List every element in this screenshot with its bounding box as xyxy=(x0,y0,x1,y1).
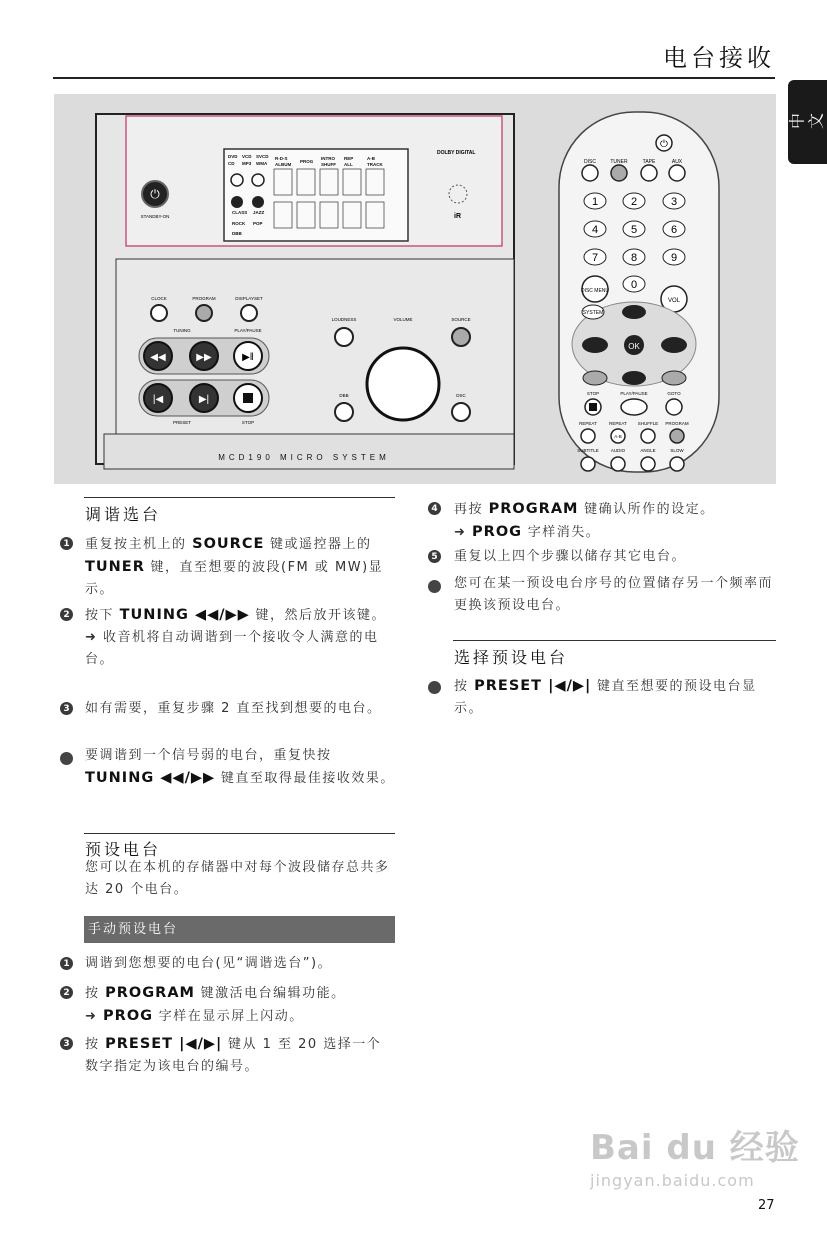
step-text: 再按 PROGRAM 键确认所作的设定。 ➜ PROG 字样消失。 xyxy=(454,501,715,540)
svg-text:REP: REP xyxy=(344,156,354,161)
product-illustration xyxy=(54,94,776,484)
svg-text:⏻: ⏻ xyxy=(150,187,160,201)
svg-text:ALBUM: ALBUM xyxy=(275,162,292,167)
svg-text:▶|: ▶| xyxy=(198,394,210,405)
page-number: 27 xyxy=(758,1198,775,1213)
page-header-title: 电台接收 xyxy=(663,44,775,72)
remote-aux-button[interactable] xyxy=(669,165,685,181)
remote-playpause-button[interactable] xyxy=(621,399,647,415)
source-button[interactable] xyxy=(452,328,470,346)
step-text: 要调谐到一个信号弱的电台，重复快按 TUNING ◀◀/▶▶ 键直至取得最佳接收效果。 xyxy=(85,748,395,786)
bullet-dot xyxy=(60,752,73,765)
volume-label: VOLUME xyxy=(393,317,413,322)
svg-text:PROG: PROG xyxy=(300,159,314,164)
svg-text:▶‖: ▶‖ xyxy=(242,352,254,363)
svg-text:A-B: A-B xyxy=(367,156,375,161)
remote-goto-button[interactable] xyxy=(666,399,682,415)
digit-1: 1 xyxy=(591,196,599,208)
bullet-dot xyxy=(428,580,441,593)
clock-button[interactable] xyxy=(151,305,167,321)
watermark-logo-text: Bai du 经验 xyxy=(590,1128,800,1168)
svg-text:MP3: MP3 xyxy=(242,161,252,166)
tuning-next-button[interactable] xyxy=(190,342,218,370)
tuning-prev-button[interactable] xyxy=(144,342,172,370)
watermark-url: jingyan.baidu.com xyxy=(590,1171,755,1190)
svg-text:CD: CD xyxy=(228,161,235,166)
loudness-label: LOUDNESS xyxy=(331,317,357,322)
section-tuning-title: 调谐选台 xyxy=(85,505,162,524)
svg-text:DVD: DVD xyxy=(228,154,238,159)
digit-4: 4 xyxy=(591,224,599,236)
remote-audio-label: AUDIO xyxy=(610,448,626,453)
remote-subtitle-button[interactable] xyxy=(581,457,595,471)
displayset-button[interactable] xyxy=(241,305,257,321)
remote-control xyxy=(559,112,719,472)
remote-stop-label: STOP xyxy=(586,391,600,396)
step-number: 2 xyxy=(60,608,73,621)
svg-text:ALL: ALL xyxy=(344,162,353,167)
remote-aux-label: AUX xyxy=(671,159,683,165)
svg-text:DBB: DBB xyxy=(232,231,242,236)
digit-2: 2 xyxy=(630,196,638,208)
main-unit xyxy=(96,114,514,469)
svg-text:VCD: VCD xyxy=(242,154,252,159)
section-rule xyxy=(453,640,776,641)
step-number: 3 xyxy=(60,1037,73,1050)
remote-tuner-button[interactable] xyxy=(611,165,627,181)
remote-angle-label: ANGLE xyxy=(640,448,656,453)
dolby-logo: DOLBY DIGITAL xyxy=(437,150,476,156)
system-label: SYSTEM xyxy=(582,310,604,316)
playpause-label: PLAY/PAUSE xyxy=(234,328,262,333)
svg-text:CLASS: CLASS xyxy=(232,210,248,215)
ok-label: OK xyxy=(628,342,640,351)
tuning-label: TUNING xyxy=(173,328,191,333)
step-number: 3 xyxy=(60,702,73,715)
svg-text:ROCK: ROCK xyxy=(232,221,246,226)
preset-prev-button[interactable] xyxy=(144,384,172,412)
displayset-label: DISPLAYSET xyxy=(235,296,263,301)
remote-tape-label: TAPE xyxy=(642,159,656,165)
remote-disc-label: DISC xyxy=(584,159,596,165)
stop-button[interactable] xyxy=(234,384,262,412)
remote-goto-label: GOTO xyxy=(667,391,681,396)
svg-text:INTRO: INTRO xyxy=(321,156,335,161)
source-label: SOURCE xyxy=(451,317,471,322)
disc-menu-label: DISC MENU xyxy=(580,288,610,294)
loudness-button[interactable] xyxy=(335,328,353,346)
digit-7: 7 xyxy=(591,252,599,264)
section-preset-title: 预设电台 xyxy=(85,840,162,859)
volume-knob[interactable] xyxy=(367,348,439,420)
svg-text:POP: POP xyxy=(253,221,263,226)
remote-playpause-label: PLAY/PAUSE xyxy=(620,391,648,396)
remote-repeat-label: REPEAT xyxy=(579,421,597,426)
section-rule xyxy=(84,833,395,834)
remote-slow-button[interactable] xyxy=(670,457,684,471)
dbb-button[interactable] xyxy=(335,403,353,421)
remote-audio-button[interactable] xyxy=(611,457,625,471)
preset-intro-text: 您可以在本机的存储器中对每个波段储存总共多达 20 个电台。 xyxy=(85,860,390,897)
bullet-dot xyxy=(428,681,441,694)
step-number: 1 xyxy=(60,537,73,550)
step-text: 按 PRESET |◀/▶| 键直至想要的预设电台显示。 xyxy=(454,678,757,716)
prev-button[interactable] xyxy=(583,371,607,385)
remote-program-button[interactable] xyxy=(670,429,684,443)
step-number: 2 xyxy=(60,986,73,999)
step-text: 如有需要，重复步骤 2 直至找到想要的电台。 xyxy=(85,701,382,716)
clock-label: CLOCK xyxy=(151,296,167,301)
step-number: 4 xyxy=(428,502,441,515)
remote-angle-button[interactable] xyxy=(641,457,655,471)
dsc-label: DSC xyxy=(456,393,466,398)
remote-disc-button[interactable] xyxy=(582,165,598,181)
digit-5: 5 xyxy=(630,224,638,236)
play-pause-button[interactable] xyxy=(234,342,262,370)
step-number: 1 xyxy=(60,957,73,970)
step-text: 重复按主机上的 SOURCE 键或遥控器上的TUNER 键，直至想要的波段(FM 或 MW)显示。 xyxy=(85,536,384,597)
step-text: 您可在某一预设电台序号的位置储存另一个频率而更换该预设电台。 xyxy=(454,576,774,613)
preset-next-button[interactable] xyxy=(190,384,218,412)
step-text: 按 PRESET |◀/▶| 键从 1 至 20 选择一个数字指定为该电台的编号。 xyxy=(85,1036,382,1074)
left-button[interactable] xyxy=(582,337,608,353)
digit-3: 3 xyxy=(670,196,678,208)
svg-text:◀◀: ◀◀ xyxy=(150,352,166,363)
remote-program-label: PROGRAM xyxy=(665,421,689,426)
step-text: 调谐到您想要的电台(见“调谐选台”)。 xyxy=(85,956,333,971)
section-rule xyxy=(84,497,395,498)
digit-9: 9 xyxy=(670,252,678,264)
next-button[interactable] xyxy=(662,371,686,385)
program-button[interactable] xyxy=(196,305,212,321)
remote-tuner-label: TUNER xyxy=(610,159,628,165)
down-button[interactable] xyxy=(622,371,646,385)
remote-shuffle-button[interactable] xyxy=(641,429,655,443)
svg-text:TRACK: TRACK xyxy=(367,162,383,167)
program-label: PROGRAM xyxy=(192,296,216,301)
vol-label: VOL xyxy=(667,298,681,304)
header-rule xyxy=(53,77,775,79)
stop-label: STOP xyxy=(241,420,255,425)
remote-slow-label: SLOW xyxy=(670,448,684,453)
standby-label: STANDBY-ON xyxy=(140,214,170,219)
section-select-preset-title: 选择预设电台 xyxy=(454,648,569,667)
model-label: MCD190 MICRO SYSTEM xyxy=(218,453,390,462)
step-text: 按下 TUNING ◀◀/▶▶ 键，然后放开该键。 ➜ 收音机将自动调谐到一个接收令人满意的电台。 xyxy=(85,607,386,667)
language-tab xyxy=(788,80,827,164)
remote-repeat-button[interactable] xyxy=(581,429,595,443)
dbb-label: DBB xyxy=(339,393,349,398)
svg-text:▶▶: ▶▶ xyxy=(196,352,212,363)
remote-ab-label: A-B xyxy=(614,434,622,439)
digit-8: 8 xyxy=(630,252,638,264)
step-number: 5 xyxy=(428,550,441,563)
svg-text:SVCD: SVCD xyxy=(256,154,269,159)
svg-text:⏻: ⏻ xyxy=(660,139,668,150)
svg-text:WMA: WMA xyxy=(256,161,268,166)
language-tab-label: 中文 xyxy=(788,112,827,132)
remote-tape-button[interactable] xyxy=(641,165,657,181)
remote-subtitle-label: SUBTITLE xyxy=(577,448,599,453)
up-button[interactable] xyxy=(622,305,646,319)
step-text: 按 PROGRAM 键激活电台编辑功能。 ➜ PROG 字样在显示屏上闪动。 xyxy=(85,985,346,1024)
svg-text:|◀: |◀ xyxy=(152,394,164,405)
remote-shuffle-label: SHUFFLE xyxy=(637,421,659,426)
right-button[interactable] xyxy=(661,337,687,353)
baidu-watermark xyxy=(590,1120,800,1190)
svg-text:SHUFF: SHUFF xyxy=(321,162,336,167)
svg-text:JAZZ: JAZZ xyxy=(253,210,265,215)
step-text: 重复以上四个步骤以储存其它电台。 xyxy=(454,549,687,564)
dsc-button[interactable] xyxy=(452,403,470,421)
svg-text:R-D-S: R-D-S xyxy=(275,156,288,161)
ir-label: iR xyxy=(454,213,461,220)
digit-0: 0 xyxy=(630,279,638,291)
remote-repeat-ab-label: REPEAT xyxy=(609,421,627,426)
digit-6: 6 xyxy=(670,224,678,236)
manual-preset-bar: 手动预设电台 xyxy=(84,916,395,943)
preset-label: PRESET xyxy=(172,420,192,425)
